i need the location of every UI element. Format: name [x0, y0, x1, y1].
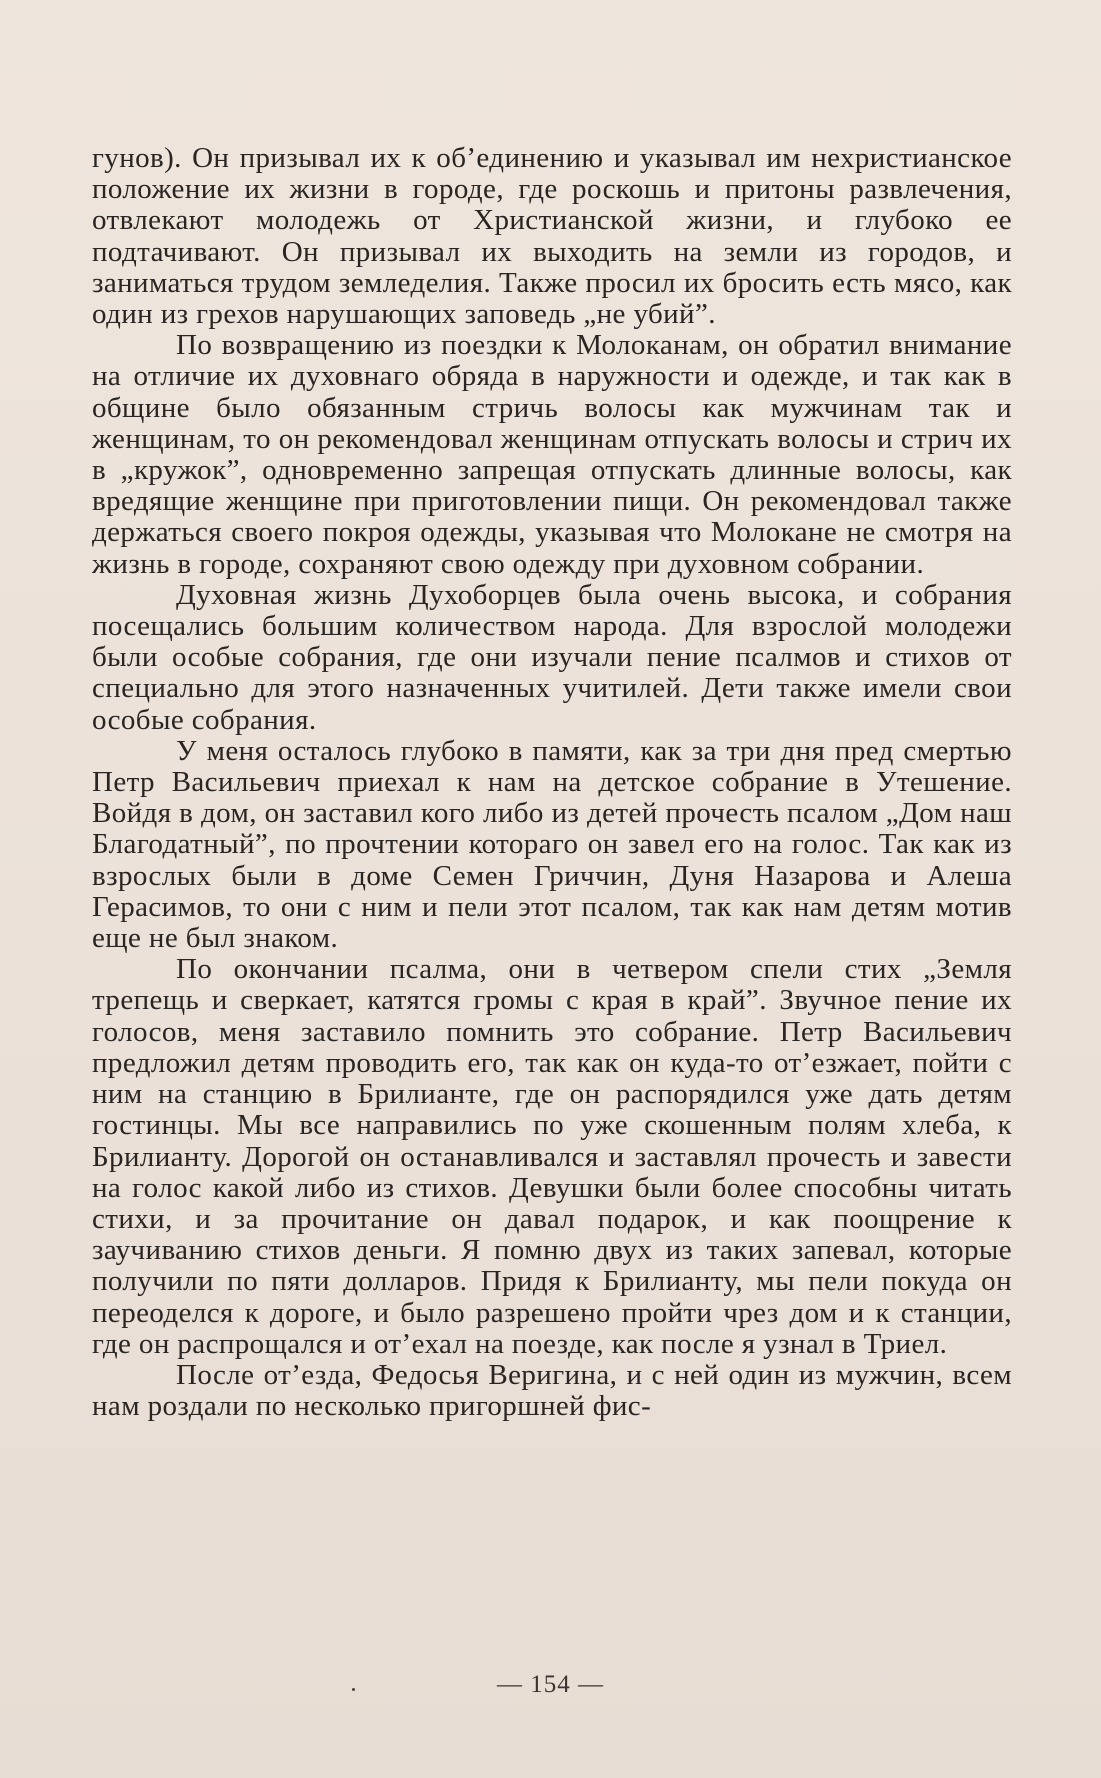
paragraph-6: После от’езда, Федосья Веригина, и с ней один из мужчин, всем нам роздали по несколько пригоршней фис-: [92, 1358, 1012, 1423]
paragraph-4: У меня осталось глубоко в памяти, как за три дня пред смертью Петр Васильевич приехал к нам на детское собрание в Утешение. Войдя в дом, он заставил кого либо из детей прочесть псалом „Дом наш Благодатный”, по прочтении котораго он завел его на голос. Так как из взрослых были в доме Семен Гриччин, Дуня Назарова и Алеша Герасимов, то они с ним и пели этот псалом, так как нам детям мотив еще не был знаком.: [92, 734, 1012, 955]
paragraph-2: По возвращению из поездки к Молоканам, он обратил внимание на отличие их духовнаго обряда в наружности и одежде, и так как в общине было обязанным стричь волосы как мужчинам так и женщинам, то он рекомендовал женщинам отпускать волосы и стрич их в „кружок”, одновременно запрещая отпускать длинные волосы, как вредящие женщине при приготовлении пищи. Он рекомендовал также держаться своего покроя одежды, указывая что Молокане не смотря на жизнь в городе, сохраняют свою одежду при духовном собрании.: [92, 329, 1012, 580]
page-number: — 154 —: [497, 1671, 604, 1698]
paragraph-1: гунов). Он призывал их к об’единению и указывал им нехристианское положение их жизни в городе, где роскошь и притоны развлечения, отвлекают молодежь от Христианской жизни, и глубоко ее подтачивают. Он призывал их выходить на земли из городов, и заниматься трудом земледелия. Также просил их бросить есть мясо, как один из грехов нарушающих заповедь „не убий”.: [92, 142, 1012, 331]
paragraph-5: По окончании псалма, они в четвером спели стих „Земля трепещь и сверкает, катятся громы с края в край”. Звучное пение их голосов, меня заставило помнить это собрание. Петр Васильевич предложил детям проводить его, так как он куда-то от’езжает, пойти с ним на станцию в Брилианте, где он распорядился уже дать детям гостинцы. Мы все направились по уже скошенным полям хлеба, к Брилианту. Дорогой он останавливался и заставлял прочесть и завести на голос какой либо из стихов. Девушки были более способны читать стихи, и за прочитание он давал подарок, и как поощрение к заучиванию стихов деньги. Я помню двух из таких запевал, которые получили по пяти долларов. Придя к Брилианту, мы пели покуда он переоделся к дороге, и было разрешено пройти чрез дом и к станции, где он распрощался и от’ехал на поезде, как после я узнал в Триел.: [92, 953, 1012, 1360]
paragraph-3: Духовная жизнь Духоборцев была очень высока, и собрания посещались большим количеством народа. Для взрослой молодежи были особые собрания, где они изучали пение псалмов и стихов от специально для этого назначенных учитилей. Дети также имели свои особые собрания.: [92, 578, 1012, 736]
page-body-text: [92, 143, 1012, 1422]
